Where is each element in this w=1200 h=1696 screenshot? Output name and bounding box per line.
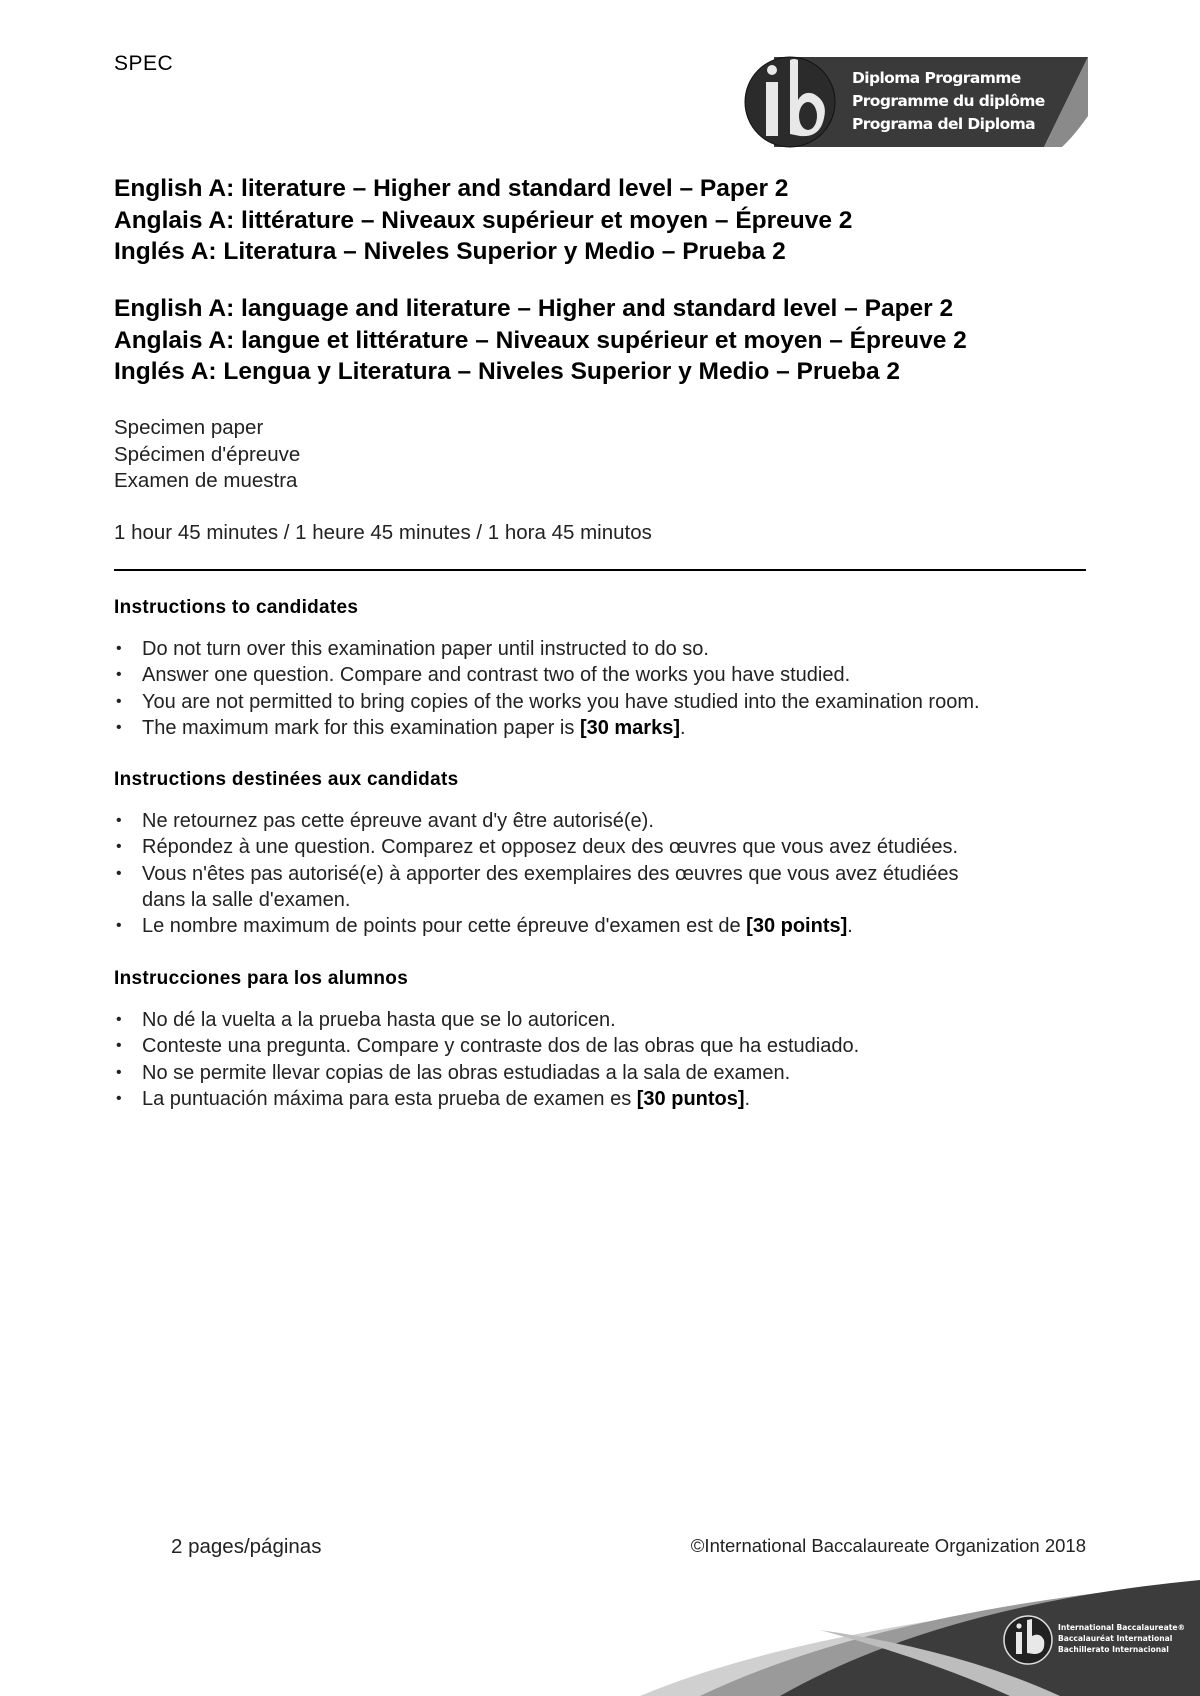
footer-org-es: Bachillerato Internacional xyxy=(1058,1645,1169,1654)
list-item: • Répondez à une question. Comparez et opposez deux des œuvres que vous avez étudiées. xyxy=(114,834,1094,860)
instructions-heading-en: Instructions to candidates xyxy=(114,597,359,618)
list-item xyxy=(114,715,1094,741)
ib-diploma-programme-logo xyxy=(744,56,1088,148)
logo-line-es: Programa del Diploma xyxy=(852,115,1036,133)
marks-prefix: La puntuación máxima para esta prueba de examen es xyxy=(142,1087,637,1110)
language-literature-titles xyxy=(114,293,1114,388)
footer-org-fr: Baccalauréat International xyxy=(1058,1634,1173,1643)
max-puntos: [30 puntos] xyxy=(636,1087,745,1110)
marks-suffix: . xyxy=(680,716,686,739)
instructions-heading-fr: Instructions destinées aux candidats xyxy=(114,769,459,790)
list-item xyxy=(114,1086,1094,1112)
list-item: • Conteste una pregunta. Compare y contraste dos de las obras que ha estudiado. xyxy=(114,1033,1094,1059)
page-count: 2 pages/páginas xyxy=(171,1535,322,1558)
title-literature-fr: Anglais A: littérature – Niveaux supérieur et moyen – Épreuve 2 xyxy=(114,206,853,234)
title-lang-lit-fr: Anglais A: langue et littérature – Niveaux supérieur et moyen – Épreuve 2 xyxy=(114,326,967,354)
list-item: • Do not turn over this examination paper until instructed to do so. xyxy=(114,636,1094,662)
instructions-list-en xyxy=(114,636,1094,741)
instructions-heading-es: Instrucciones para los alumnos xyxy=(114,968,409,989)
max-marks: [30 marks] xyxy=(579,716,680,739)
header-divider xyxy=(114,569,1086,571)
list-item: • Answer one question. Compare and contrast two of the works you have studied. xyxy=(114,662,1094,688)
list-item xyxy=(114,913,1094,939)
specimen-es: Examen de muestra xyxy=(114,469,298,492)
document-code: SPEC xyxy=(114,52,174,75)
title-literature-en: English A: literature – Higher and standard level – Paper 2 xyxy=(114,175,789,202)
title-lang-lit-es: Inglés A: Lengua y Literatura – Niveles Superior y Medio – Prueba 2 xyxy=(114,358,901,385)
list-item: • No se permite llevar copias de las obras estudiadas a la sala de examen. xyxy=(114,1060,1094,1086)
list-item: • No dé la vuelta a la prueba hasta que se lo autoricen. xyxy=(114,1007,1094,1033)
max-points: [30 points] xyxy=(746,915,848,938)
logo-line-fr: Programme du diplôme xyxy=(852,92,1045,110)
list-item: • Vous n'êtes pas autorisé(e) à apporter des exemplaires des œuvres que vous avez étudiées dans la salle d'examen. xyxy=(114,861,1094,914)
footer-swoosh-graphic xyxy=(0,1580,1200,1696)
list-item: • You are not permitted to bring copies of the works you have studied into the examination room. xyxy=(114,689,1094,715)
specimen-labels xyxy=(114,415,300,495)
exam-duration: 1 hour 45 minutes / 1 heure 45 minutes / 1 hora 45 minutos xyxy=(114,521,652,544)
list-item: • Ne retournez pas cette épreuve avant d'y être autorisé(e). xyxy=(114,808,1094,834)
specimen-en: Specimen paper xyxy=(114,416,264,439)
instructions-list-es xyxy=(114,1007,1094,1112)
specimen-fr: Spécimen d'épreuve xyxy=(114,442,301,466)
instructions-list-fr xyxy=(114,808,1094,939)
title-literature-es: Inglés A: Literatura – Niveles Superior y Medio – Prueba 2 xyxy=(114,238,786,265)
marks-prefix: Le nombre maximum de points pour cette épreuve d'examen est de xyxy=(142,915,747,938)
footer-org-en: International Baccalaureate® xyxy=(1058,1623,1186,1632)
copyright-notice: ©International Baccalaureate Organization 2018 xyxy=(690,1535,1086,1556)
marks-prefix: The maximum mark for this examination paper is xyxy=(142,716,580,739)
title-lang-lit-en: English A: language and literature – Higher and standard level – Paper 2 xyxy=(114,295,954,322)
literature-titles xyxy=(114,173,1114,268)
logo-line-en: Diploma Programme xyxy=(852,69,1021,87)
marks-suffix: . xyxy=(847,915,853,938)
marks-suffix: . xyxy=(744,1087,751,1110)
